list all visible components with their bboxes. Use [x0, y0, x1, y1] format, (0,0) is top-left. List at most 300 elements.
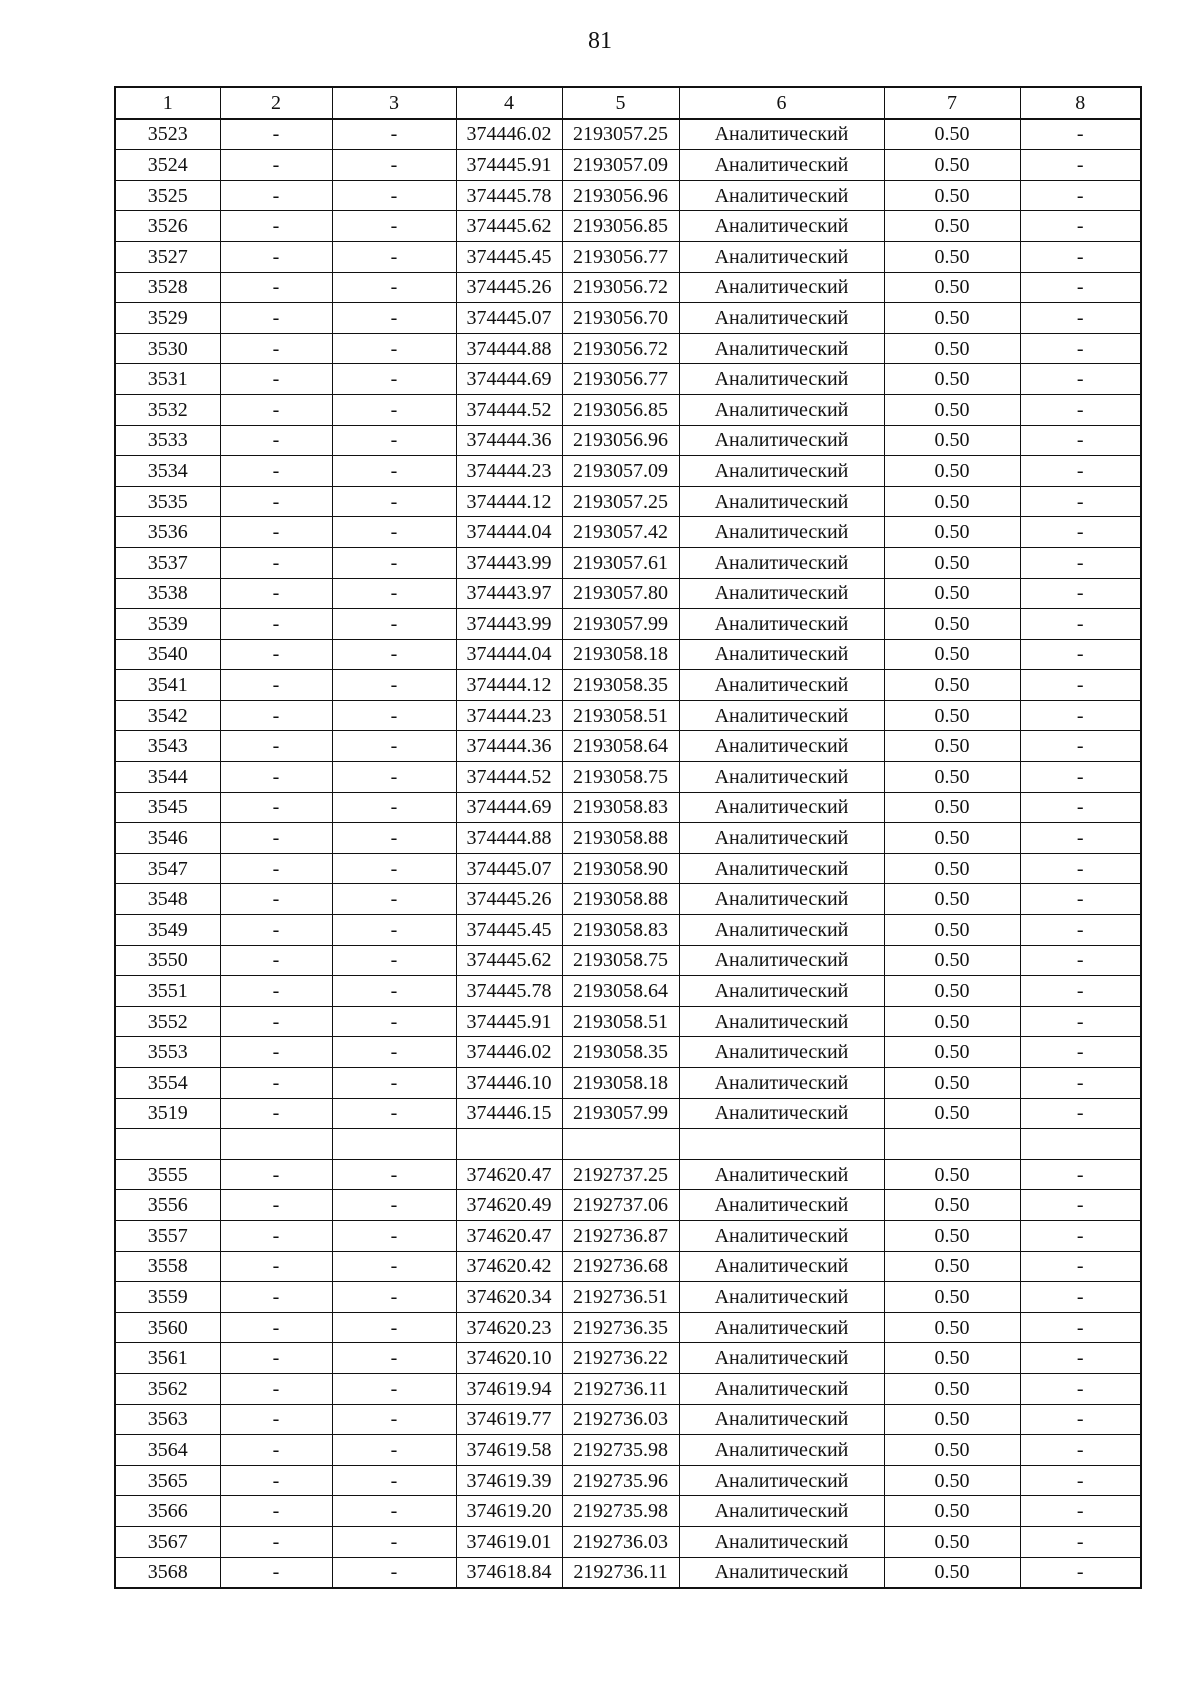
- cell-accuracy: 0.50: [884, 1496, 1020, 1527]
- table-row: [115, 150, 1141, 181]
- cell-accuracy: 0.50: [884, 1190, 1020, 1221]
- cell-x-coordinate: 374443.97: [456, 578, 562, 609]
- cell-point-number: 3526: [115, 211, 220, 242]
- cell-method: Аналитический: [679, 119, 884, 150]
- cell-method: Аналитический: [679, 1465, 884, 1496]
- cell-col-2: -: [220, 823, 332, 854]
- cell-accuracy: 0.50: [884, 823, 1020, 854]
- cell-col-8: -: [1020, 1282, 1141, 1313]
- cell-y-coordinate: 2192735.98: [562, 1496, 679, 1527]
- cell-y-coordinate: 2192736.11: [562, 1373, 679, 1404]
- cell-col-8: -: [1020, 1068, 1141, 1099]
- table-row: [115, 272, 1141, 303]
- cell-accuracy: 0.50: [884, 945, 1020, 976]
- cell-point-number: 3524: [115, 150, 220, 181]
- cell-point-number: 3568: [115, 1557, 220, 1588]
- cell-y-coordinate: 2192735.96: [562, 1465, 679, 1496]
- cell-y-coordinate: 2193056.70: [562, 303, 679, 334]
- cell-x-coordinate: 374444.04: [456, 517, 562, 548]
- cell-col-8: -: [1020, 1006, 1141, 1037]
- cell-method: Аналитический: [679, 456, 884, 487]
- cell-accuracy: 0.50: [884, 1373, 1020, 1404]
- cell-point-number: 3523: [115, 119, 220, 150]
- cell-col-3: -: [332, 792, 456, 823]
- cell-x-coordinate: 374444.52: [456, 762, 562, 793]
- cell-accuracy: 0.50: [884, 425, 1020, 456]
- cell-accuracy: 0.50: [884, 639, 1020, 670]
- cell-accuracy: 0.50: [884, 853, 1020, 884]
- cell-y-coordinate: 2193056.77: [562, 241, 679, 272]
- cell-col-2: -: [220, 272, 332, 303]
- cell-point-number: 3549: [115, 915, 220, 946]
- cell-y-coordinate: 2193056.96: [562, 425, 679, 456]
- cell-x-coordinate: 374445.07: [456, 853, 562, 884]
- cell-x-coordinate: 374620.23: [456, 1312, 562, 1343]
- cell-col-8: -: [1020, 364, 1141, 395]
- cell-method: Аналитический: [679, 1006, 884, 1037]
- cell-method: Аналитический: [679, 211, 884, 242]
- column-header-4: 4: [456, 87, 562, 119]
- cell-col-3: -: [332, 853, 456, 884]
- table-row: [115, 1282, 1141, 1313]
- cell-x-coordinate: 374445.78: [456, 976, 562, 1007]
- cell-method: [679, 1129, 884, 1160]
- cell-method: Аналитический: [679, 578, 884, 609]
- cell-method: Аналитический: [679, 1526, 884, 1557]
- cell-col-2: -: [220, 609, 332, 640]
- cell-x-coordinate: 374444.04: [456, 639, 562, 670]
- cell-accuracy: 0.50: [884, 456, 1020, 487]
- cell-col-3: -: [332, 1159, 456, 1190]
- cell-accuracy: 0.50: [884, 731, 1020, 762]
- cell-x-coordinate: 374444.12: [456, 670, 562, 701]
- cell-method: Аналитический: [679, 333, 884, 364]
- table-row: [115, 1098, 1141, 1129]
- cell-col-2: -: [220, 670, 332, 701]
- cell-point-number: 3556: [115, 1190, 220, 1221]
- cell-col-8: -: [1020, 1465, 1141, 1496]
- cell-col-2: -: [220, 792, 332, 823]
- cell-col-8: -: [1020, 1343, 1141, 1374]
- cell-point-number: 3543: [115, 731, 220, 762]
- cell-col-2: -: [220, 456, 332, 487]
- table-row: [115, 823, 1141, 854]
- cell-point-number: 3527: [115, 241, 220, 272]
- cell-point-number: 3530: [115, 333, 220, 364]
- cell-x-coordinate: 374620.42: [456, 1251, 562, 1282]
- cell-y-coordinate: 2193058.18: [562, 1068, 679, 1099]
- cell-col-3: -: [332, 915, 456, 946]
- cell-x-coordinate: 374445.78: [456, 180, 562, 211]
- cell-method: Аналитический: [679, 241, 884, 272]
- table-row: [115, 578, 1141, 609]
- cell-col-2: -: [220, 853, 332, 884]
- cell-point-number: 3538: [115, 578, 220, 609]
- cell-col-2: -: [220, 364, 332, 395]
- cell-y-coordinate: 2193056.96: [562, 180, 679, 211]
- cell-x-coordinate: 374619.20: [456, 1496, 562, 1527]
- cell-col-3: -: [332, 1037, 456, 1068]
- table-row: [115, 425, 1141, 456]
- cell-method: Аналитический: [679, 853, 884, 884]
- cell-y-coordinate: 2193057.99: [562, 609, 679, 640]
- cell-col-2: [220, 1129, 332, 1160]
- cell-method: Аналитический: [679, 639, 884, 670]
- cell-col-2: -: [220, 211, 332, 242]
- cell-y-coordinate: 2193058.64: [562, 731, 679, 762]
- cell-y-coordinate: 2193058.90: [562, 853, 679, 884]
- cell-y-coordinate: 2192736.03: [562, 1404, 679, 1435]
- cell-point-number: 3555: [115, 1159, 220, 1190]
- cell-col-8: -: [1020, 1159, 1141, 1190]
- cell-col-3: -: [332, 1496, 456, 1527]
- cell-accuracy: 0.50: [884, 1282, 1020, 1313]
- cell-col-8: -: [1020, 1526, 1141, 1557]
- cell-y-coordinate: 2193057.25: [562, 486, 679, 517]
- cell-col-8: -: [1020, 486, 1141, 517]
- table-row: [115, 456, 1141, 487]
- cell-point-number: 3539: [115, 609, 220, 640]
- cell-col-2: -: [220, 915, 332, 946]
- cell-method: Аналитический: [679, 762, 884, 793]
- table-row: [115, 180, 1141, 211]
- cell-method: Аналитический: [679, 1068, 884, 1099]
- cell-accuracy: 0.50: [884, 364, 1020, 395]
- cell-y-coordinate: 2192736.35: [562, 1312, 679, 1343]
- cell-y-coordinate: 2193058.51: [562, 700, 679, 731]
- cell-col-8: -: [1020, 1435, 1141, 1466]
- cell-y-coordinate: 2193058.35: [562, 1037, 679, 1068]
- cell-col-3: -: [332, 884, 456, 915]
- cell-col-8: -: [1020, 333, 1141, 364]
- cell-col-3: -: [332, 180, 456, 211]
- cell-col-2: -: [220, 1343, 332, 1374]
- cell-y-coordinate: 2193056.72: [562, 333, 679, 364]
- cell-method: Аналитический: [679, 731, 884, 762]
- cell-col-8: -: [1020, 180, 1141, 211]
- cell-x-coordinate: 374444.23: [456, 456, 562, 487]
- cell-x-coordinate: 374446.02: [456, 119, 562, 150]
- cell-x-coordinate: 374445.62: [456, 211, 562, 242]
- cell-x-coordinate: 374620.34: [456, 1282, 562, 1313]
- cell-accuracy: 0.50: [884, 884, 1020, 915]
- cell-col-8: -: [1020, 425, 1141, 456]
- cell-col-3: -: [332, 1251, 456, 1282]
- cell-col-8: -: [1020, 915, 1141, 946]
- cell-col-3: -: [332, 333, 456, 364]
- cell-col-2: -: [220, 1037, 332, 1068]
- cell-col-2: -: [220, 517, 332, 548]
- cell-point-number: 3562: [115, 1373, 220, 1404]
- cell-accuracy: 0.50: [884, 1037, 1020, 1068]
- cell-col-3: -: [332, 609, 456, 640]
- cell-col-3: -: [332, 731, 456, 762]
- cell-accuracy: 0.50: [884, 1435, 1020, 1466]
- table-row: [115, 976, 1141, 1007]
- cell-col-2: -: [220, 1557, 332, 1588]
- cell-col-8: [1020, 1129, 1141, 1160]
- cell-col-3: -: [332, 303, 456, 334]
- table-row: [115, 1037, 1141, 1068]
- cell-method: Аналитический: [679, 180, 884, 211]
- cell-y-coordinate: 2192736.11: [562, 1557, 679, 1588]
- cell-col-2: -: [220, 1312, 332, 1343]
- cell-col-2: -: [220, 486, 332, 517]
- table-row: [115, 303, 1141, 334]
- cell-col-3: -: [332, 1404, 456, 1435]
- cell-y-coordinate: 2192736.51: [562, 1282, 679, 1313]
- cell-col-3: -: [332, 1465, 456, 1496]
- cell-x-coordinate: 374444.52: [456, 394, 562, 425]
- cell-y-coordinate: 2193057.99: [562, 1098, 679, 1129]
- cell-point-number: 3563: [115, 1404, 220, 1435]
- cell-y-coordinate: 2192736.03: [562, 1526, 679, 1557]
- table-row: [115, 394, 1141, 425]
- table-row: [115, 1465, 1141, 1496]
- table-row: [115, 762, 1141, 793]
- cell-point-number: 3541: [115, 670, 220, 701]
- cell-point-number: 3557: [115, 1220, 220, 1251]
- cell-col-3: -: [332, 1343, 456, 1374]
- cell-accuracy: 0.50: [884, 1343, 1020, 1374]
- cell-point-number: 3553: [115, 1037, 220, 1068]
- cell-col-3: -: [332, 762, 456, 793]
- cell-col-3: -: [332, 945, 456, 976]
- cell-col-8: -: [1020, 609, 1141, 640]
- cell-col-2: -: [220, 1190, 332, 1221]
- cell-point-number: 3536: [115, 517, 220, 548]
- column-header-2: 2: [220, 87, 332, 119]
- cell-col-2: -: [220, 119, 332, 150]
- cell-y-coordinate: 2193056.85: [562, 394, 679, 425]
- table-row: [115, 119, 1141, 150]
- cell-method: Аналитический: [679, 1496, 884, 1527]
- table-row: [115, 731, 1141, 762]
- cell-method: Аналитический: [679, 792, 884, 823]
- cell-point-number: 3559: [115, 1282, 220, 1313]
- cell-col-3: -: [332, 1526, 456, 1557]
- cell-y-coordinate: 2193056.85: [562, 211, 679, 242]
- cell-accuracy: 0.50: [884, 517, 1020, 548]
- cell-y-coordinate: 2193058.75: [562, 945, 679, 976]
- column-header-8: 8: [1020, 87, 1141, 119]
- cell-col-2: -: [220, 1526, 332, 1557]
- cell-col-8: -: [1020, 700, 1141, 731]
- cell-x-coordinate: 374619.01: [456, 1526, 562, 1557]
- cell-col-2: -: [220, 578, 332, 609]
- cell-col-2: -: [220, 1373, 332, 1404]
- cell-col-8: -: [1020, 731, 1141, 762]
- cell-method: Аналитический: [679, 1343, 884, 1374]
- table-row: [115, 1557, 1141, 1588]
- cell-col-8: -: [1020, 1557, 1141, 1588]
- cell-point-number: 3542: [115, 700, 220, 731]
- cell-col-8: -: [1020, 976, 1141, 1007]
- cell-col-2: -: [220, 394, 332, 425]
- cell-col-8: -: [1020, 456, 1141, 487]
- cell-col-2: -: [220, 1435, 332, 1466]
- cell-y-coordinate: 2193057.25: [562, 119, 679, 150]
- cell-col-8: -: [1020, 762, 1141, 793]
- cell-col-8: -: [1020, 1098, 1141, 1129]
- column-header-3: 3: [332, 87, 456, 119]
- cell-accuracy: 0.50: [884, 1251, 1020, 1282]
- cell-accuracy: [884, 1129, 1020, 1160]
- column-header-5: 5: [562, 87, 679, 119]
- cell-col-3: -: [332, 1068, 456, 1099]
- cell-x-coordinate: 374445.26: [456, 884, 562, 915]
- cell-method: Аналитический: [679, 364, 884, 395]
- table-row: [115, 792, 1141, 823]
- cell-x-coordinate: 374619.58: [456, 1435, 562, 1466]
- cell-x-coordinate: 374444.88: [456, 333, 562, 364]
- table-row: [115, 1496, 1141, 1527]
- cell-point-number: 3550: [115, 945, 220, 976]
- cell-col-2: -: [220, 241, 332, 272]
- cell-point-number: 3548: [115, 884, 220, 915]
- cell-x-coordinate: 374446.15: [456, 1098, 562, 1129]
- cell-col-2: -: [220, 976, 332, 1007]
- table-row: [115, 1526, 1141, 1557]
- table-header-row: [115, 87, 1141, 119]
- cell-method: Аналитический: [679, 1312, 884, 1343]
- table-row: [115, 1220, 1141, 1251]
- cell-method: Аналитический: [679, 1373, 884, 1404]
- cell-x-coordinate: 374445.45: [456, 241, 562, 272]
- cell-method: Аналитический: [679, 303, 884, 334]
- cell-col-8: -: [1020, 303, 1141, 334]
- cell-method: Аналитический: [679, 1282, 884, 1313]
- cell-y-coordinate: 2193058.35: [562, 670, 679, 701]
- cell-col-3: -: [332, 1220, 456, 1251]
- cell-col-2: -: [220, 731, 332, 762]
- table-row: [115, 639, 1141, 670]
- cell-col-8: -: [1020, 1037, 1141, 1068]
- cell-col-2: -: [220, 1251, 332, 1282]
- cell-accuracy: 0.50: [884, 150, 1020, 181]
- table-row: [115, 700, 1141, 731]
- cell-method: Аналитический: [679, 945, 884, 976]
- cell-accuracy: 0.50: [884, 486, 1020, 517]
- cell-col-2: -: [220, 1404, 332, 1435]
- cell-accuracy: 0.50: [884, 1159, 1020, 1190]
- cell-col-3: -: [332, 211, 456, 242]
- cell-col-3: -: [332, 486, 456, 517]
- column-header-6: 6: [679, 87, 884, 119]
- cell-col-3: -: [332, 456, 456, 487]
- cell-accuracy: 0.50: [884, 272, 1020, 303]
- cell-y-coordinate: 2193058.51: [562, 1006, 679, 1037]
- cell-col-3: -: [332, 823, 456, 854]
- cell-point-number: 3529: [115, 303, 220, 334]
- table-row: [115, 333, 1141, 364]
- cell-method: Аналитический: [679, 1190, 884, 1221]
- cell-y-coordinate: 2192736.87: [562, 1220, 679, 1251]
- cell-accuracy: 0.50: [884, 976, 1020, 1007]
- table-row: [115, 1129, 1141, 1160]
- cell-col-3: -: [332, 272, 456, 303]
- table-row: [115, 915, 1141, 946]
- cell-point-number: 3564: [115, 1435, 220, 1466]
- cell-point-number: 3566: [115, 1496, 220, 1527]
- cell-method: Аналитический: [679, 1220, 884, 1251]
- cell-col-8: -: [1020, 211, 1141, 242]
- cell-x-coordinate: 374620.49: [456, 1190, 562, 1221]
- cell-y-coordinate: 2193057.09: [562, 150, 679, 181]
- table-row: [115, 1435, 1141, 1466]
- cell-y-coordinate: 2193058.18: [562, 639, 679, 670]
- cell-y-coordinate: 2193058.83: [562, 792, 679, 823]
- cell-method: Аналитический: [679, 1159, 884, 1190]
- cell-method: Аналитический: [679, 150, 884, 181]
- cell-method: Аналитический: [679, 547, 884, 578]
- cell-point-number: 3532: [115, 394, 220, 425]
- cell-accuracy: 0.50: [884, 1526, 1020, 1557]
- cell-point-number: 3537: [115, 547, 220, 578]
- cell-point-number: 3545: [115, 792, 220, 823]
- table-row: [115, 241, 1141, 272]
- cell-y-coordinate: 2193058.88: [562, 884, 679, 915]
- cell-x-coordinate: 374444.36: [456, 425, 562, 456]
- cell-point-number: [115, 1129, 220, 1160]
- cell-method: Аналитический: [679, 394, 884, 425]
- cell-col-8: -: [1020, 1373, 1141, 1404]
- cell-x-coordinate: 374443.99: [456, 547, 562, 578]
- cell-y-coordinate: 2193058.64: [562, 976, 679, 1007]
- cell-accuracy: 0.50: [884, 915, 1020, 946]
- cell-col-2: -: [220, 1068, 332, 1099]
- cell-method: Аналитический: [679, 976, 884, 1007]
- cell-accuracy: 0.50: [884, 792, 1020, 823]
- cell-col-8: -: [1020, 670, 1141, 701]
- cell-col-2: -: [220, 884, 332, 915]
- cell-y-coordinate: 2192737.25: [562, 1159, 679, 1190]
- table-row: [115, 853, 1141, 884]
- cell-point-number: 3535: [115, 486, 220, 517]
- cell-x-coordinate: 374445.91: [456, 1006, 562, 1037]
- cell-method: Аналитический: [679, 700, 884, 731]
- cell-accuracy: 0.50: [884, 211, 1020, 242]
- table-row: [115, 1068, 1141, 1099]
- cell-col-8: -: [1020, 517, 1141, 548]
- cell-point-number: 3554: [115, 1068, 220, 1099]
- cell-point-number: 3547: [115, 853, 220, 884]
- cell-col-2: -: [220, 945, 332, 976]
- table-row: [115, 486, 1141, 517]
- cell-point-number: 3519: [115, 1098, 220, 1129]
- cell-x-coordinate: 374444.88: [456, 823, 562, 854]
- cell-method: Аналитический: [679, 823, 884, 854]
- cell-col-8: -: [1020, 853, 1141, 884]
- cell-y-coordinate: 2192736.22: [562, 1343, 679, 1374]
- cell-col-3: -: [332, 700, 456, 731]
- table-row: [115, 547, 1141, 578]
- cell-accuracy: 0.50: [884, 1404, 1020, 1435]
- cell-x-coordinate: 374445.07: [456, 303, 562, 334]
- cell-y-coordinate: 2193058.88: [562, 823, 679, 854]
- cell-col-8: -: [1020, 1312, 1141, 1343]
- cell-col-2: -: [220, 547, 332, 578]
- table-row: [115, 1251, 1141, 1282]
- cell-col-3: -: [332, 547, 456, 578]
- cell-accuracy: 0.50: [884, 333, 1020, 364]
- cell-point-number: 3560: [115, 1312, 220, 1343]
- cell-y-coordinate: 2193056.77: [562, 364, 679, 395]
- cell-col-2: -: [220, 333, 332, 364]
- cell-col-8: -: [1020, 1220, 1141, 1251]
- cell-accuracy: 0.50: [884, 1312, 1020, 1343]
- table-row: [115, 364, 1141, 395]
